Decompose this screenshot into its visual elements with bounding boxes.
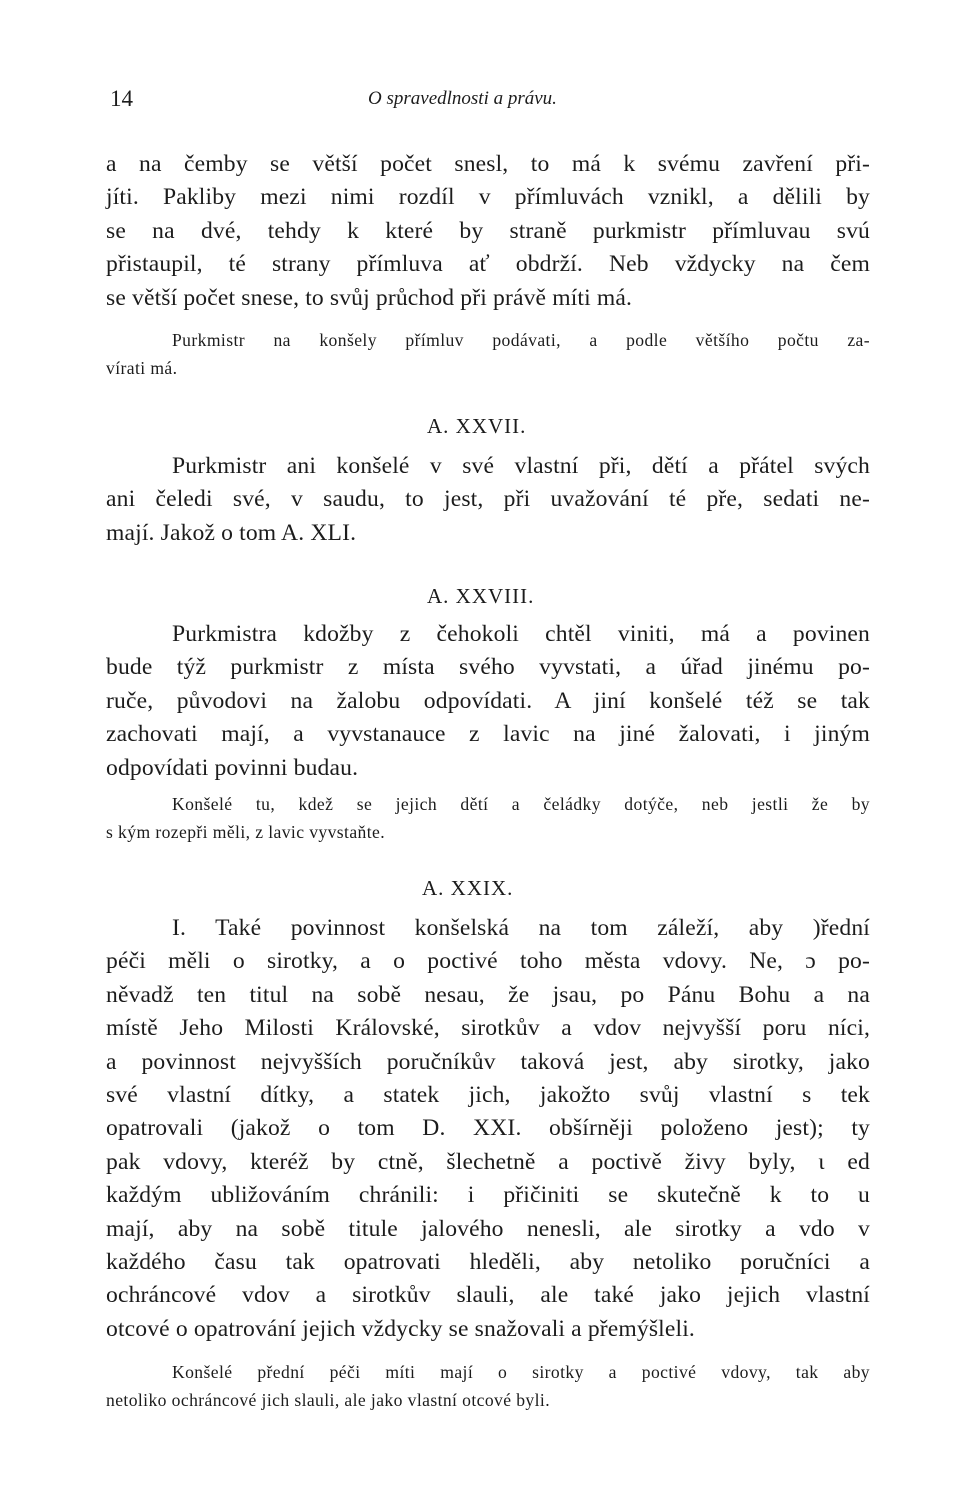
text-line: ochráncové vdov a sirotkův slauli, ale také jako jejich vlastní — [106, 1282, 870, 1309]
article-29-margin-note — [106, 1358, 870, 1414]
article-27-paragraph — [106, 450, 870, 550]
text-line: se na dvé, tehdy k které by straně purkmistr přímluvau svú — [106, 217, 870, 244]
note-line: Konšelé přední péči míti mají o sirotky a poctivé vdovy, tak aby — [172, 1362, 870, 1382]
text-line: ruče, původovi na žalobu odpovídati. A jiní konšelé též se tak — [106, 687, 870, 714]
note-line: Purkmistr na konšely přímluv podávati, a podle většího počtu za- — [172, 330, 870, 350]
note-line: s kým rozepři měli, z lavic vyvstaňte. — [106, 822, 386, 842]
article-heading-29: A. XXIX. — [422, 876, 514, 900]
page-number: 14 — [110, 86, 133, 111]
text-line: své vlastní dítky, a statek jich, jakožto svůj vlastní s tek — [106, 1082, 870, 1109]
text-line: pak vdovy, kteréž by ctně, šlechetně a poctivě živy byly, ɩ ed — [106, 1148, 870, 1175]
text-line: I. Také povinnost konšelská na tom záleží, aby )řední — [172, 915, 870, 941]
text-line: a povinnost nejvyšších poručníkův taková jest, aby sirotky, jako — [106, 1048, 870, 1075]
text-line: místě Jeho Milosti Královské, sirotkův a vdov nejvyšší poru níci, — [106, 1015, 870, 1042]
text-line: zachovati mají, a vyvstanauce z lavic na jiné žalovati, i jiným — [106, 721, 870, 748]
text-line: opatrovali (jakož o tom D. XXI. obšírněji položeno jest); ty — [106, 1115, 870, 1142]
page-header — [110, 86, 870, 120]
note-line: vírati má. — [106, 358, 178, 378]
text-line: Purkmistra kdožby z čehokoli chtěl viniti, má a povinen — [172, 621, 870, 647]
intro-paragraph — [106, 148, 870, 315]
article-28-paragraph — [106, 618, 870, 785]
article-29-paragraph — [106, 912, 870, 1346]
note-line: netoliko ochráncové jich slauli, ale jako vlastní otcové byli. — [106, 1390, 550, 1410]
intro-margin-note — [106, 326, 870, 382]
note-line: Konšelé tu, kdež se jejich dětí a čeládky dotýče, neb jestli že by — [172, 794, 870, 814]
text-line: se větší počet snese, to svůj průchod při právě míti má. — [106, 284, 633, 311]
text-line: mají, aby na sobě titule jalového nenesli, ale sirotky a vdo v — [106, 1215, 870, 1242]
article-heading-27: A. XXVII. — [427, 414, 527, 438]
text-line: péči měli o sirotky, a o poctivé toho města vdovy. Ne, ɔ po- — [106, 948, 870, 975]
text-line: ani čeledi své, v saudu, to jest, při uvažování té pře, sedati ne- — [106, 486, 870, 513]
text-line: bude týž purkmistr z místa svého vyvstati, a úřad jinému po- — [106, 654, 870, 681]
text-line: Purkmistr ani konšelé v své vlastní při, dětí a přátel svých — [172, 453, 870, 479]
text-line: každého času tak opatrovati hleděli, aby netoliko poručníci a — [106, 1249, 870, 1276]
text-line: jíti. Pakliby mezi nimi rozdíl v přímluvách vznikl, a dělili by — [106, 184, 870, 211]
article-28-margin-note — [106, 790, 870, 846]
text-line: každým ubližováním chránili: i přičiniti se skutečně k to u — [106, 1182, 870, 1209]
text-line: něvadž ten titul na sobě nesau, že jsau, po Pánu Bohu a na — [106, 981, 870, 1008]
text-line: a na čemby se větší počet snesl, to má k svému zavření při- — [106, 151, 870, 177]
article-heading-28: A. XXVIII. — [427, 584, 535, 608]
text-line: přistaupil, té strany přímluva ať obdrží. Neb vždycky na čem — [106, 251, 870, 278]
running-title: O spravedlnosti a právu. — [368, 88, 557, 109]
text-line: odpovídati povinni budau. — [106, 754, 359, 781]
text-line: otcové o opatrování jejich vždycky se snažovali a přemýšleli. — [106, 1315, 695, 1342]
text-line: mají. Jakož o tom A. XLI. — [106, 519, 357, 546]
